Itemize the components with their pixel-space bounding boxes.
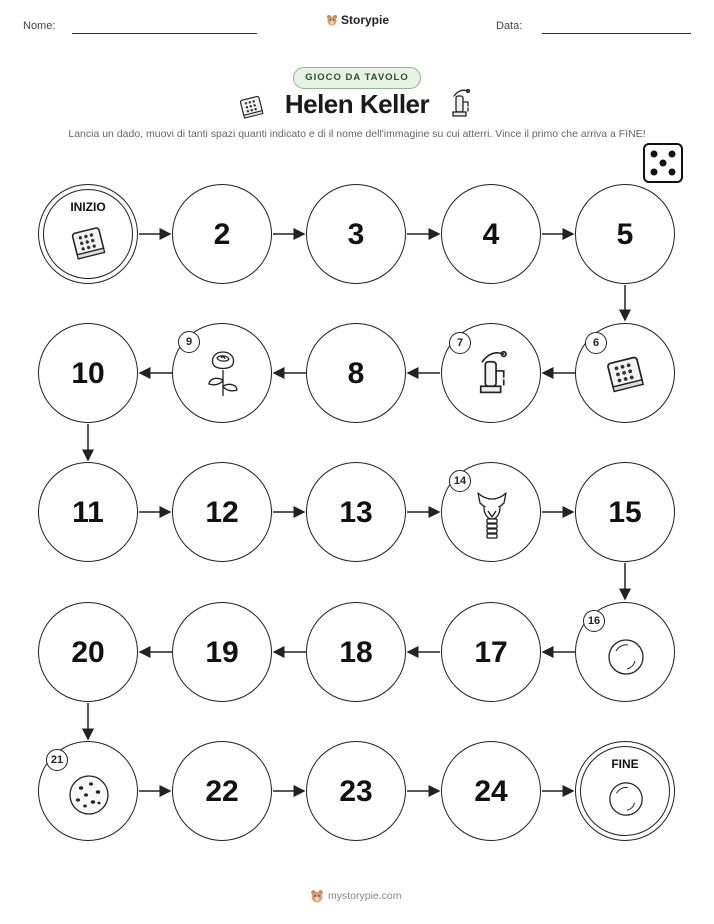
marble-icon — [607, 780, 645, 818]
space-number: 23 — [339, 775, 373, 808]
braille-book-icon — [604, 352, 648, 396]
space-16 — [575, 602, 675, 702]
bear-icon — [310, 889, 324, 903]
space-number: 4 — [482, 218, 500, 251]
space-number: 8 — [347, 357, 365, 390]
space-start — [38, 184, 138, 284]
space-6 — [575, 323, 675, 423]
finish-label: FINE — [611, 757, 639, 771]
space-21 — [38, 741, 138, 841]
space-number: 11 — [72, 496, 104, 529]
date-label: Data: — [496, 20, 523, 32]
space-number: 10 — [71, 357, 105, 390]
space-4 — [441, 184, 541, 284]
space-5 — [575, 184, 675, 284]
space-15 — [575, 462, 675, 562]
space-14 — [441, 462, 541, 562]
throat-icon — [472, 489, 512, 541]
space-number-badge: 16 — [583, 610, 605, 632]
space-13 — [306, 462, 406, 562]
space-19 — [172, 602, 272, 702]
cookie-icon — [66, 772, 112, 818]
space-2 — [172, 184, 272, 284]
space-number-badge: 7 — [449, 332, 471, 354]
game-type-badge: GIOCO DA TAVOLO — [293, 67, 421, 89]
instructions-text: Lancia un dado, muovi di tanti spazi quanti indicato e di il nome dell'immagine su cui atterri. Vince il primo che arriva a FINE! — [68, 128, 646, 140]
rose-icon — [201, 346, 245, 402]
space-finish — [575, 741, 675, 841]
space-number-badge: 14 — [449, 470, 471, 492]
space-number: 13 — [339, 496, 373, 529]
space-number-badge: 21 — [46, 749, 68, 771]
space-24 — [441, 741, 541, 841]
space-number: 2 — [213, 218, 231, 251]
space-number-badge: 9 — [178, 331, 200, 353]
space-number: 18 — [339, 636, 373, 669]
space-12 — [172, 462, 272, 562]
marble-icon — [606, 637, 646, 677]
space-number: 17 — [474, 636, 508, 669]
space-23 — [306, 741, 406, 841]
space-8 — [306, 323, 406, 423]
space-10 — [38, 323, 138, 423]
space-number: 19 — [205, 636, 239, 669]
space-11 — [38, 462, 138, 562]
space-20 — [38, 602, 138, 702]
space-3 — [306, 184, 406, 284]
space-9 — [172, 323, 272, 423]
brand-name: Storypie — [341, 13, 390, 27]
space-17 — [441, 602, 541, 702]
space-number: 15 — [608, 496, 642, 529]
space-number: 24 — [474, 775, 508, 808]
space-number-badge: 6 — [585, 332, 607, 354]
space-number: 5 — [616, 218, 634, 251]
space-number: 3 — [347, 218, 365, 251]
braille-book-icon — [69, 223, 109, 263]
start-label: INIZIO — [70, 200, 106, 214]
footer-url[interactable]: mystorypie.com — [328, 890, 402, 902]
space-number: 22 — [205, 775, 239, 808]
footer — [310, 889, 402, 903]
name-label: Nome: — [23, 20, 56, 32]
space-22 — [172, 741, 272, 841]
space-7 — [441, 323, 541, 423]
water-pump-icon — [470, 344, 516, 404]
space-number: 12 — [205, 496, 239, 529]
space-number: 20 — [71, 636, 105, 669]
page-title: Helen Keller — [284, 89, 430, 119]
space-18 — [306, 602, 406, 702]
